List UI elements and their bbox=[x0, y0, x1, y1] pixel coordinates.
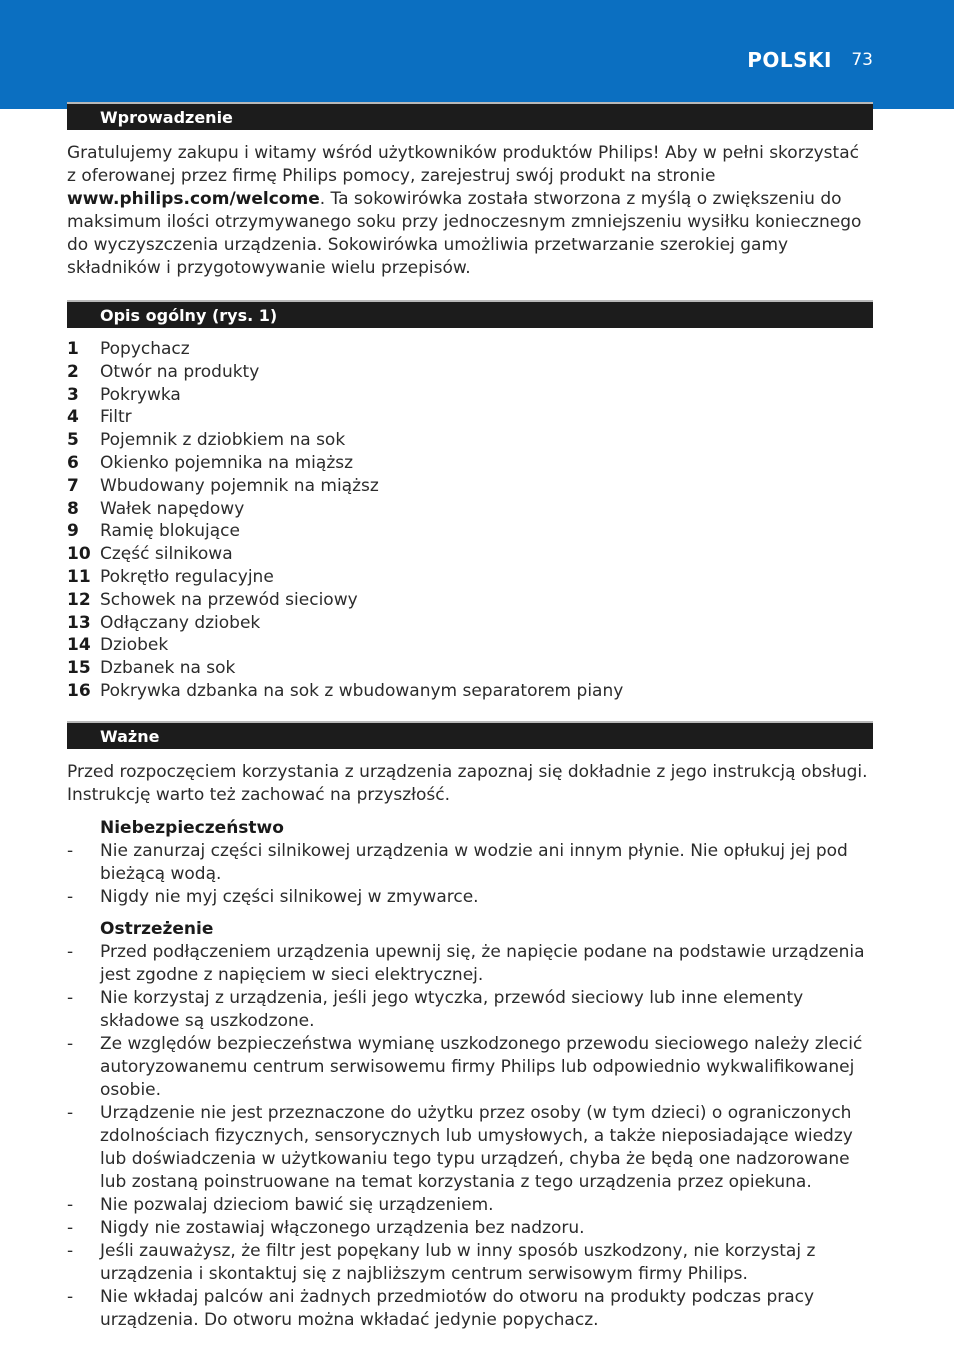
warning-text: Nie pozwalaj dzieciom bawić się urządzeniem. bbox=[100, 1194, 494, 1215]
part-label: Dzbanek na sok bbox=[100, 658, 236, 679]
danger-text: Nie zanurzaj części silnikowej urządzenia w wodzie ani innym płynie. Nie opłukuj jej pod bieżącą wodą. bbox=[100, 840, 848, 884]
list-item bbox=[67, 338, 873, 361]
dash-bullet: - bbox=[67, 1102, 74, 1123]
dash-bullet: - bbox=[67, 1240, 74, 1261]
dash-bullet: - bbox=[67, 1217, 74, 1238]
part-number: 3 bbox=[67, 384, 79, 405]
list-item bbox=[67, 657, 873, 680]
part-number: 15 bbox=[67, 658, 91, 679]
part-number: 12 bbox=[67, 589, 91, 610]
part-number: 14 bbox=[67, 635, 91, 656]
danger-heading: Niebezpieczeństwo bbox=[100, 817, 284, 838]
list-item bbox=[67, 634, 873, 657]
part-label: Odłączany dziobek bbox=[100, 612, 261, 633]
warning-item bbox=[67, 941, 873, 987]
list-item bbox=[67, 520, 873, 543]
dash-bullet: - bbox=[67, 840, 74, 861]
part-number: 1 bbox=[67, 339, 79, 359]
part-label: Okienko pojemnika na miąższ bbox=[100, 452, 354, 473]
page-number: 73 bbox=[851, 50, 873, 70]
dash-bullet: - bbox=[67, 1286, 74, 1307]
list-item bbox=[67, 429, 873, 452]
warning-item bbox=[67, 1194, 873, 1217]
list-item bbox=[67, 384, 873, 407]
list-item bbox=[67, 498, 873, 521]
part-number: 11 bbox=[67, 566, 91, 587]
part-label: Pojemnik z dziobkiem na sok bbox=[100, 430, 346, 451]
part-label: Pokrywka dzbanka na sok z wbudowanym separatorem piany bbox=[100, 680, 624, 701]
dash-bullet: - bbox=[67, 1194, 74, 1215]
list-item bbox=[67, 589, 873, 612]
part-label: Schowek na przewód sieciowy bbox=[100, 589, 358, 610]
header-bar bbox=[0, 0, 954, 109]
list-item bbox=[67, 361, 873, 384]
part-label: Ramię blokujące bbox=[100, 521, 240, 542]
list-item bbox=[67, 475, 873, 498]
section-header-intro: Wprowadzenie bbox=[67, 102, 873, 130]
warning-item bbox=[67, 1217, 873, 1240]
intro-paragraph: Gratulujemy zakupu i witamy wśród użytkowników produktów Philips! Aby w pełni skorzystać z oferowanej przez firmę Philips pomocy, zarejestruj swój produkt na stronie www.philips.com/welcome. Ta sokowirówka została stworzona z myślą o zwiększeniu do maksimum ilości otrzymywanego soku przy jednoczesnym zmniejszeniu wysiłku koniecznego do wyczyszczenia urządzenia. Sokowirówka umożliwia przetwarzanie szerokiej gamy składników i przygotowywanie wielu przepisów. bbox=[67, 143, 862, 278]
warning-item bbox=[67, 1033, 873, 1102]
dash-bullet: - bbox=[67, 941, 74, 962]
part-label: Popychacz bbox=[100, 339, 190, 359]
section-header-overview: Opis ogólny (rys. 1) bbox=[67, 300, 873, 328]
part-number: 2 bbox=[67, 361, 79, 382]
danger-item bbox=[67, 886, 873, 909]
section-header-important: Ważne bbox=[67, 721, 873, 749]
page-content bbox=[67, 102, 873, 1341]
warning-text: Nie wkładaj palców ani żadnych przedmiotów do otworu na produkty podczas pracy urządzenia. Do otworu można wkładać jedynie popychacz. bbox=[100, 1286, 815, 1330]
dash-bullet: - bbox=[67, 987, 74, 1008]
list-item bbox=[67, 612, 873, 635]
part-number: 9 bbox=[67, 521, 79, 542]
list-item bbox=[67, 406, 873, 429]
warning-text: Nigdy nie zostawiaj włączonego urządzenia bez nadzoru. bbox=[100, 1217, 585, 1238]
danger-item bbox=[67, 840, 873, 886]
important-paragraph: Przed rozpoczęciem korzystania z urządzenia zapoznaj się dokładnie z jego instrukcją obsługi. Instrukcję warto też zachować na przyszłość. bbox=[67, 761, 868, 805]
part-label: Wałek napędowy bbox=[100, 498, 245, 519]
warning-item bbox=[67, 1102, 873, 1194]
part-number: 4 bbox=[67, 407, 79, 428]
part-number: 5 bbox=[67, 430, 79, 451]
danger-text: Nigdy nie myj części silnikowej w zmywarce. bbox=[100, 886, 479, 907]
part-label: Wbudowany pojemnik na miąższ bbox=[100, 475, 379, 496]
list-item bbox=[67, 543, 873, 566]
welcome-link[interactable]: www.philips.com/welcome bbox=[67, 189, 320, 209]
warning-text: Urządzenie nie jest przeznaczone do użytku przez osoby (w tym dzieci) o ograniczonych zdolnościach fizycznych, sensorycznych lub umysłowych, a także nieposiadające wiedzy lub doświadczenia w użytkowaniu tego typu urządzeń, chyba że będą one nadzorowane lub zostaną poinstruowane na temat korzystania z tego urządzenia przez opiekuna. bbox=[100, 1102, 853, 1192]
language-label: POLSKI bbox=[747, 48, 832, 72]
warning-text: Ze względów bezpieczeństwa wymianę uszkodzonego przewodu sieciowego należy zlecić autoryzowanemu centrum serwisowemu firmy Philips lub odpowiednio wykwalifikowanej osobie. bbox=[100, 1033, 863, 1100]
warning-text: Nie korzystaj z urządzenia, jeśli jego wtyczka, przewód sieciowy lub inne elementy składowe są uszkodzone. bbox=[100, 987, 804, 1031]
part-label: Otwór na produkty bbox=[100, 361, 260, 382]
warning-text: Przed podłączeniem urządzenia upewnij się, że napięcie podane na podstawie urządzenia jest zgodne z napięciem w sieci elektrycznej. bbox=[100, 941, 865, 985]
dash-bullet: - bbox=[67, 1033, 74, 1054]
warning-item bbox=[67, 1240, 873, 1286]
part-label: Pokrętło regulacyjne bbox=[100, 566, 274, 587]
parts-list bbox=[67, 338, 873, 703]
part-number: 10 bbox=[67, 544, 91, 565]
part-label: Filtr bbox=[100, 407, 132, 428]
part-number: 7 bbox=[67, 475, 79, 496]
part-number: 6 bbox=[67, 452, 79, 473]
warning-heading: Ostrzeżenie bbox=[100, 918, 214, 939]
dash-bullet: - bbox=[67, 886, 74, 907]
warning-list bbox=[67, 941, 873, 1332]
list-item bbox=[67, 566, 873, 589]
part-number: 13 bbox=[67, 612, 91, 633]
part-label: Część silnikowa bbox=[100, 544, 233, 565]
list-item bbox=[67, 680, 873, 703]
danger-list bbox=[67, 840, 873, 909]
part-number: 8 bbox=[67, 498, 79, 519]
warning-text: Jeśli zauważysz, że filtr jest popękany lub w inny sposób uszkodzony, nie korzystaj z urządzenia i skontaktuj się z najbliższym centrum serwisowym firmy Philips. bbox=[100, 1240, 816, 1284]
part-label: Dziobek bbox=[100, 635, 169, 656]
part-label: Pokrywka bbox=[100, 384, 181, 405]
list-item bbox=[67, 452, 873, 475]
part-number: 16 bbox=[67, 680, 91, 701]
warning-item bbox=[67, 987, 873, 1033]
warning-item bbox=[67, 1286, 873, 1332]
